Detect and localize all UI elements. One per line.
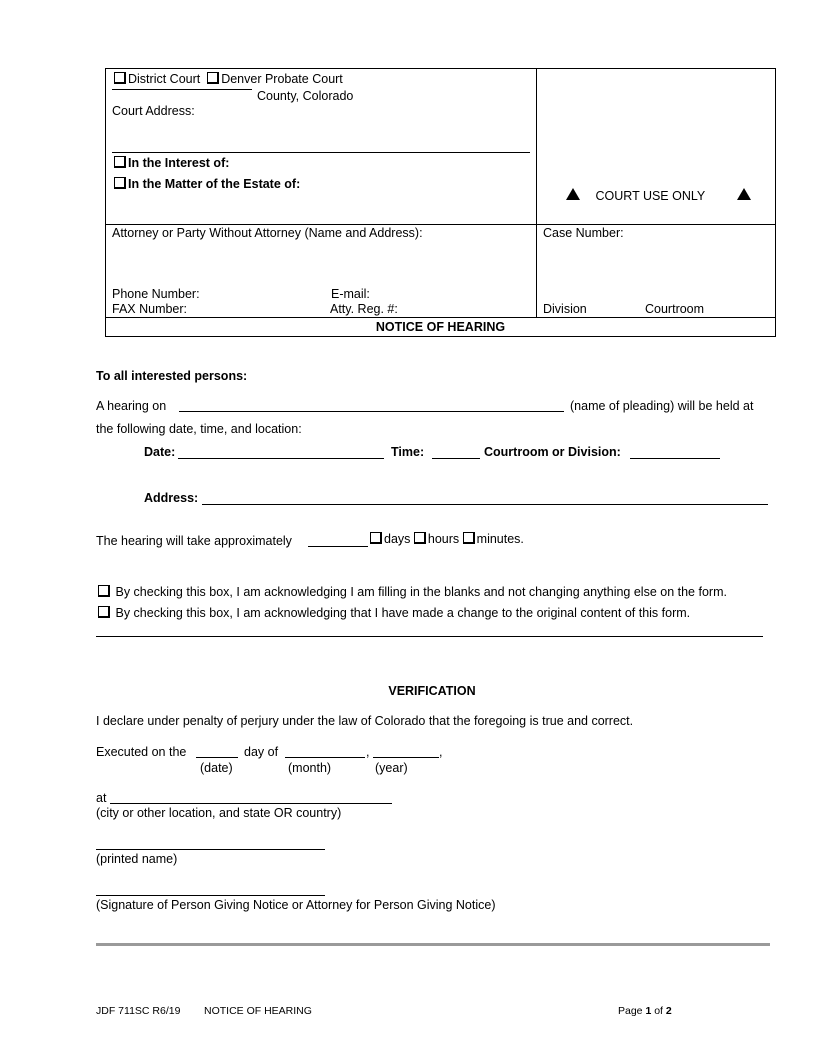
courtroom-division-label: Courtroom or Division: xyxy=(484,445,621,459)
up-triangle-icon xyxy=(737,188,751,200)
executed-on-label: Executed on the xyxy=(96,745,187,759)
hours-label: hours xyxy=(427,532,460,546)
courtroom-label: Courtroom xyxy=(645,302,705,316)
in-interest-checkbox[interactable] xyxy=(114,156,126,168)
printed-name-blank[interactable] xyxy=(96,849,325,850)
up-triangle-icon xyxy=(566,188,580,200)
estate-checkbox[interactable] xyxy=(114,177,126,189)
change-description-blank[interactable] xyxy=(96,636,763,637)
court-address-label: Court Address: xyxy=(112,104,195,118)
case-number-label: Case Number: xyxy=(543,226,624,240)
at-label: at xyxy=(96,791,107,805)
executed-year-blank[interactable] xyxy=(373,757,439,758)
printed-name-label: (printed name) xyxy=(96,852,178,866)
atty-reg-label: Atty. Reg. #: xyxy=(330,302,398,316)
page-of: of xyxy=(651,1005,666,1017)
page-prefix: Page xyxy=(618,1005,646,1017)
time-blank[interactable] xyxy=(432,458,480,459)
approx-blank[interactable] xyxy=(308,546,368,547)
comma-2: , xyxy=(439,745,443,759)
ack-change-label: By checking this box, I am acknowledging that I have made a change to the original content of this form. xyxy=(115,606,691,620)
executed-month-blank[interactable] xyxy=(285,757,365,758)
city-hint: (city or other location, and state OR country) xyxy=(96,806,342,820)
declare-text: I declare under penalty of perjury under the law of Colorado that the foregoing is true and correct. xyxy=(96,714,634,728)
phone-number-label: Phone Number: xyxy=(112,287,200,301)
in-interest-label: In the Interest of: xyxy=(128,156,230,170)
approx-label: The hearing will take approximately xyxy=(96,534,292,548)
ack-blanks-label: By checking this box, I am acknowledging I am filling in the blanks and not changing anything else on the form. xyxy=(115,585,727,599)
footer-form-id: JDF 711SC R6/19 xyxy=(96,1005,181,1017)
footer-form-name: NOTICE OF HEARING xyxy=(204,1005,312,1017)
footer-page xyxy=(618,1005,672,1017)
date-label: Date: xyxy=(144,445,176,459)
address-label: Address: xyxy=(144,491,199,505)
courtroom-division-blank[interactable] xyxy=(630,458,720,459)
denver-probate-label: Denver Probate Court xyxy=(221,72,343,86)
name-of-pleading-label: (name of pleading) will be held at xyxy=(570,399,754,413)
attorney-label: Attorney or Party Without Attorney (Name and Address): xyxy=(112,226,423,240)
executed-date-blank[interactable] xyxy=(196,757,238,758)
verification-title: VERIFICATION xyxy=(388,684,476,698)
to-all-heading: To all interested persons: xyxy=(96,369,248,383)
in-interest-row xyxy=(114,156,229,170)
county-blank[interactable] xyxy=(112,89,252,90)
minutes-checkbox[interactable] xyxy=(463,532,475,544)
division-label: Division xyxy=(543,302,587,316)
following-date-label: the following date, time, and location: xyxy=(96,422,302,436)
date-hint: (date) xyxy=(200,761,233,775)
estate-row xyxy=(114,177,300,191)
time-label: Time: xyxy=(391,445,425,459)
ack-change-row xyxy=(98,606,690,620)
day-of-label: day of xyxy=(244,745,279,759)
page-number: 1 xyxy=(645,1005,652,1017)
denver-probate-checkbox[interactable] xyxy=(207,72,219,84)
month-hint: (month) xyxy=(288,761,332,775)
caption-title-divider xyxy=(105,317,776,318)
comma-1: , xyxy=(366,745,370,759)
district-court-label: District Court xyxy=(128,72,201,86)
footer-rule xyxy=(96,943,770,946)
days-checkbox[interactable] xyxy=(370,532,382,544)
caption-row-divider xyxy=(105,224,776,225)
year-hint: (year) xyxy=(375,761,408,775)
court-use-only-label: COURT USE ONLY xyxy=(595,189,706,203)
ack-blanks-row xyxy=(98,585,727,599)
address-blank[interactable] xyxy=(202,504,768,505)
email-label: E-mail: xyxy=(331,287,370,301)
minutes-label: minutes. xyxy=(476,532,524,546)
pleading-name-blank[interactable] xyxy=(179,411,564,412)
signature-blank[interactable] xyxy=(96,895,325,896)
fax-number-label: FAX Number: xyxy=(112,302,188,316)
court-use-only xyxy=(566,188,751,203)
court-selection xyxy=(114,72,343,86)
location-blank[interactable] xyxy=(110,803,392,804)
duration-units xyxy=(370,532,524,546)
date-blank[interactable] xyxy=(178,458,384,459)
days-label: days xyxy=(384,532,411,546)
caption-divider xyxy=(536,68,537,318)
hearing-on-label: A hearing on xyxy=(96,399,167,413)
ack-change-checkbox[interactable] xyxy=(98,606,110,618)
hours-checkbox[interactable] xyxy=(414,532,426,544)
estate-label: In the Matter of the Estate of: xyxy=(128,177,301,191)
form-title: NOTICE OF HEARING xyxy=(375,320,506,334)
district-court-checkbox[interactable] xyxy=(114,72,126,84)
ack-blanks-checkbox[interactable] xyxy=(98,585,110,597)
signature-label: (Signature of Person Giving Notice or Attorney for Person Giving Notice) xyxy=(96,898,496,912)
court-address-blank[interactable] xyxy=(112,152,530,153)
page-total: 2 xyxy=(665,1005,672,1017)
county-colorado-label: County, Colorado xyxy=(257,89,354,103)
